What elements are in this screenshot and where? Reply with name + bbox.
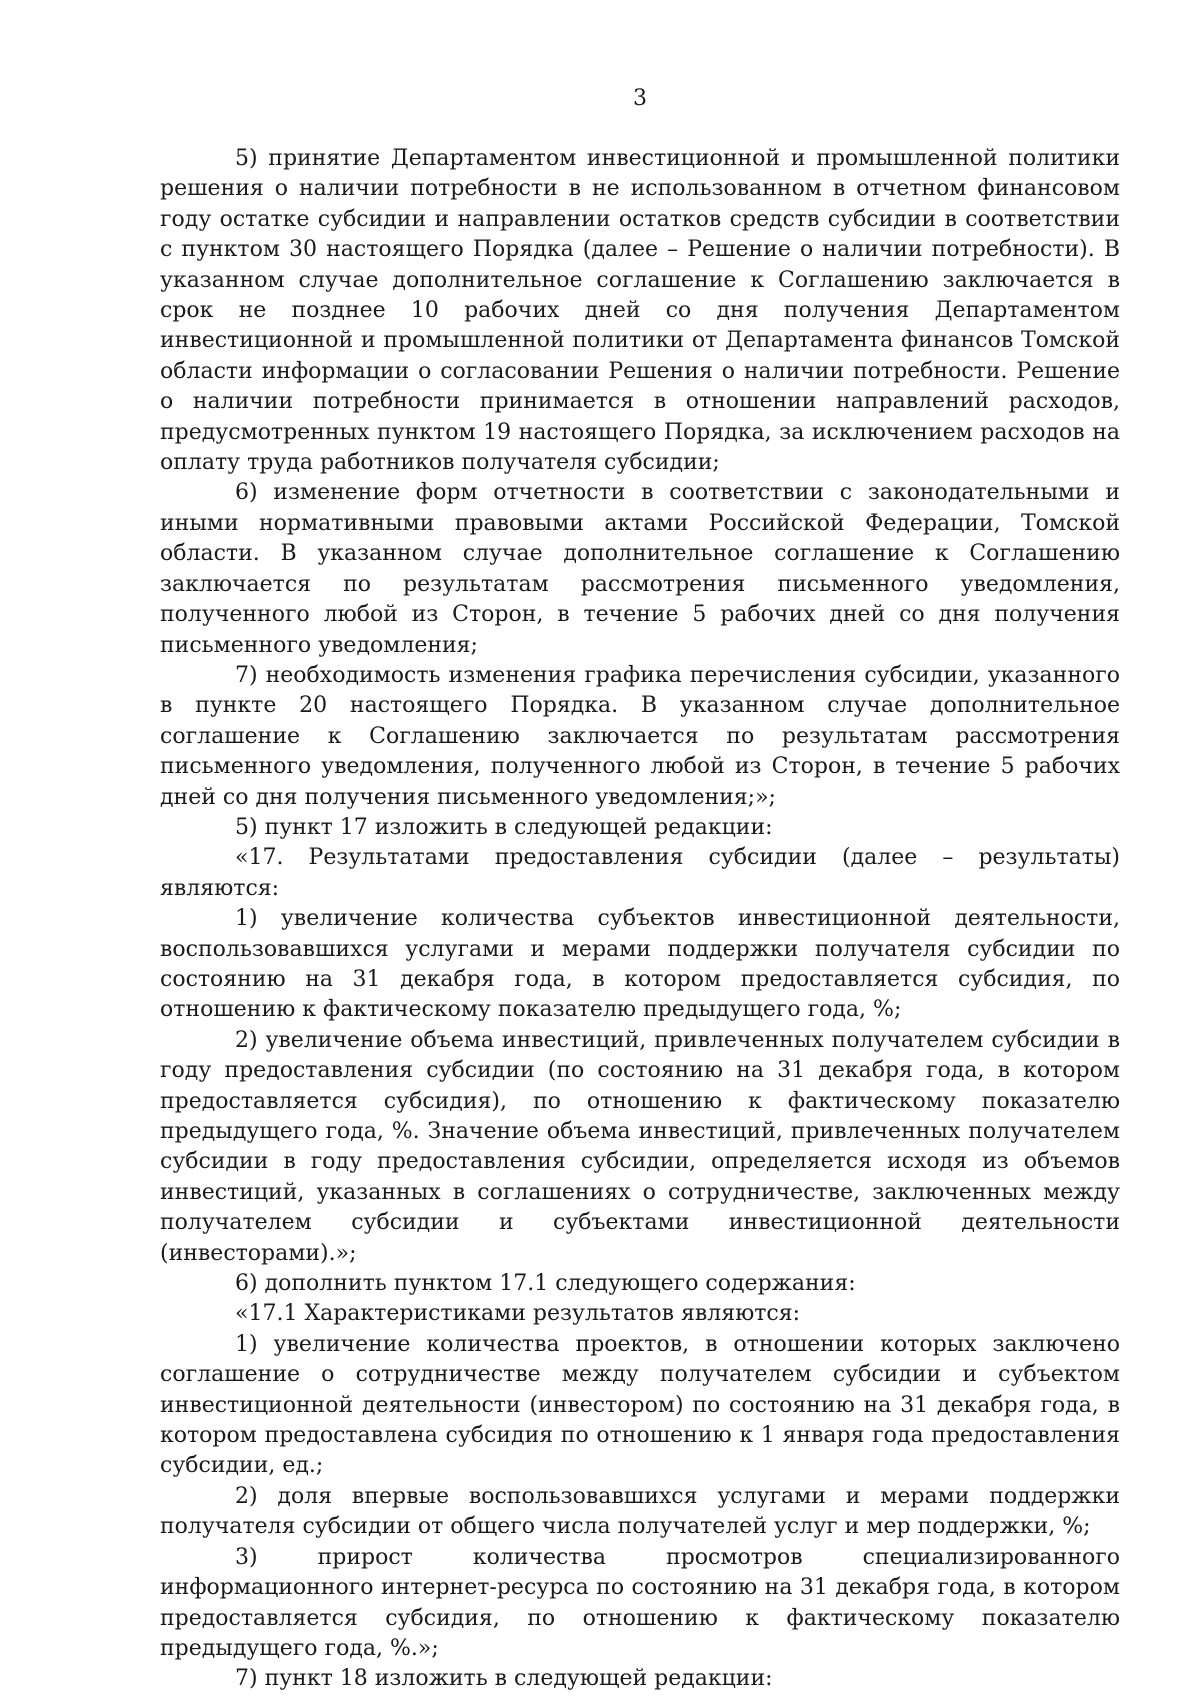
paragraph-amend-point-18: 7) пункт 18 изложить в следующей редакции: xyxy=(235,1666,773,1692)
paragraph-add-point-17-1: 6) дополнить пунктом 17.1 следующего содержания: xyxy=(235,1271,856,1297)
paragraph-characteristic-3: 3) прирост количества просмотров специализированного информационного интернет-ресурса по состоянию на 31 декабря года, в котором предоставляется субсидия, по отношению к фактическому показателю предыдущего года, %.»; xyxy=(160,1544,1120,1661)
paragraph-item-7: 7) необходимость изменения графика перечисления субсидии, указанного в пункте 20 настоящего Порядка. В указанном случае дополнительное соглашение к Соглашению заключается по результатам рассмотрения письменного уведомления, полученного любой из Сторон, в течение 5 рабочих дней со дня получения письменного уведомления;»; xyxy=(160,662,1120,810)
paragraph-point-17-1-heading: «17.1 Характеристиками результатов являются: xyxy=(235,1301,801,1327)
paragraph-item-6: 6) изменение форм отчетности в соответствии с законодательными и иными нормативными правовыми актами Российской Федерации, Томской области. В указанном случае дополнительное соглашение к Соглашению заключается по результатам рассмотрения письменного уведомления, полученного любой из Сторон, в течение 5 рабочих дней со дня получения письменного уведомления; xyxy=(160,480,1120,658)
paragraph-point-17-heading: «17. Результатами предоставления субсидии (далее – результаты) являются: xyxy=(160,845,1120,901)
document-body xyxy=(160,144,1120,1695)
paragraph-item-5: 5) принятие Департаментом инвестиционной и промышленной политики решения о наличии потребности в не использованном в отчетном финансовом году остатке субсидии и направлении остатков средств субсидии в соответствии с пунктом 30 настоящего Порядка (далее – Решение о наличии потребности). В указанном случае дополнительное соглашение к Соглашению заключается в срок не позднее 10 рабочих дней со дня получения Департаментом инвестиционной и промышленной политики от Департамента финансов Томской области информации о согласовании Решения о наличии потребности. Решение о наличии потребности принимается в отношении направлений расходов, предусмотренных пунктом 19 настоящего Порядка, за исключением расходов на оплату труда работников получателя субсидии; xyxy=(160,146,1120,476)
paragraph-amend-point-17: 5) пункт 17 изложить в следующей редакции: xyxy=(235,814,773,840)
paragraph-characteristic-1: 1) увеличение количества проектов, в отношении которых заключено соглашение о сотрудничестве между получателем субсидии и субъектом инвестиционной деятельности (инвестором) по состоянию на 31 декабря года, в котором предоставлена субсидия по отношению к 1 января года предоставления субсидии, ед.; xyxy=(160,1331,1120,1479)
paragraph-result-1: 1) увеличение количества субъектов инвестиционной деятельности, воспользовавшихся услугами и мерами поддержки получателя субсидии по состоянию на 31 декабря года, в котором предоставляется субсидия, по отношению к фактическому показателю предыдущего года, %; xyxy=(160,906,1120,1023)
paragraph-result-2: 2) увеличение объема инвестиций, привлеченных получателем субсидии в году предоставления субсидии (по состоянию на 31 декабря года, в котором предоставляется субсидия), по отношению к фактическому показателю предыдущего года, %. Значение объема инвестиций, привлеченных получателем субсидии в году предоставления субсидии, определяется исходя из объемов инвестиций, указанных в соглашениях о сотрудничестве, заключенных между получателем субсидии и субъектами инвестиционной деятельности (инвесторами).»; xyxy=(160,1027,1120,1266)
page-number: 3 xyxy=(633,86,647,111)
paragraph-characteristic-2: 2) доля впервые воспользовавшихся услугами и мерами поддержки получателя субсидии от общего числа получателей услуг и мер поддержки, %; xyxy=(160,1483,1120,1540)
